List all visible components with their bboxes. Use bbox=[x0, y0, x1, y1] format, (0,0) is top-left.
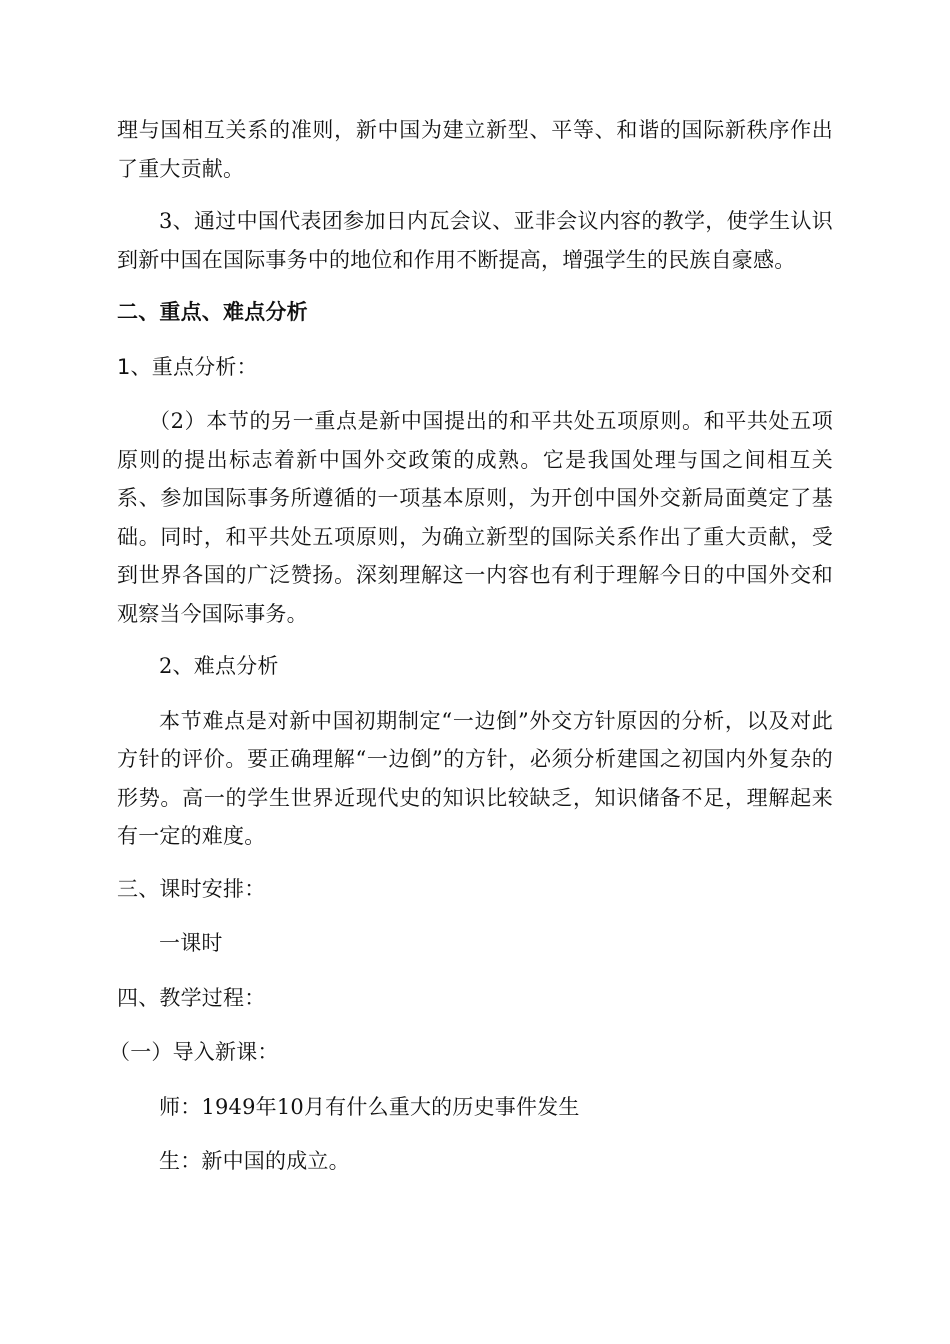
section-heading-teaching-process: 四、教学过程： bbox=[117, 985, 266, 1010]
subheading-key-point-analysis: 1、重点分析： bbox=[117, 354, 258, 379]
paragraph-objective-3: 3、通过中国代表团参加日内瓦会议、亚非会议内容的教学，使学生认识到新中国在国际事务中的地位和作用不断提高，增强学生的民族自豪感。 bbox=[117, 209, 833, 272]
subheading-difficult-point-analysis: 2、难点分析 bbox=[159, 654, 279, 678]
paragraph-principles-contribution: 理与国相互关系的准则，新中国为建立新型、平等、和谐的国际新秩序作出了重大贡献。 bbox=[117, 118, 833, 181]
document-page bbox=[109, 111, 833, 1197]
paragraph-difficult-point: 本节难点是对新中国初期制定“一边倒”外交方针原因的分析，以及对此方针的评价。要正确理解“一边倒”的方针，必须分析建国之初国内外复杂的形势。高一的学生世界近现代史的知识比较缺乏，知识储备不足，理解起来有一定的难度。 bbox=[117, 708, 833, 848]
paragraph-student-answer: 生：新中国的成立。 bbox=[159, 1149, 350, 1173]
paragraph-teacher-question: 师：1949年10月有什么重大的历史事件发生 bbox=[159, 1094, 580, 1119]
section-heading-key-difficult-points: 二、重点、难点分析 bbox=[117, 300, 308, 324]
paragraph-one-lesson: 一课时 bbox=[159, 931, 223, 955]
paragraph-key-point-2: （2）本节的另一重点是新中国提出的和平共处五项原则。和平共处五项原则的提出标志着新中国外交政策的成熟。它是我国处理与国之间相互关系、参加国际事务所遵循的一项基本原则，为开创中国外交新局面奠定了基础。同时，和平共处五项原则，为确立新型的国际关系作出了重大贡献，受到世界各国的广泛赞扬。深刻理解这一内容也有利于理解今日的中国外交和观察当今国际事务。 bbox=[117, 409, 833, 626]
subheading-introduction: （一）导入新课： bbox=[109, 1040, 279, 1064]
section-heading-class-schedule: 三、课时安排： bbox=[117, 876, 266, 901]
